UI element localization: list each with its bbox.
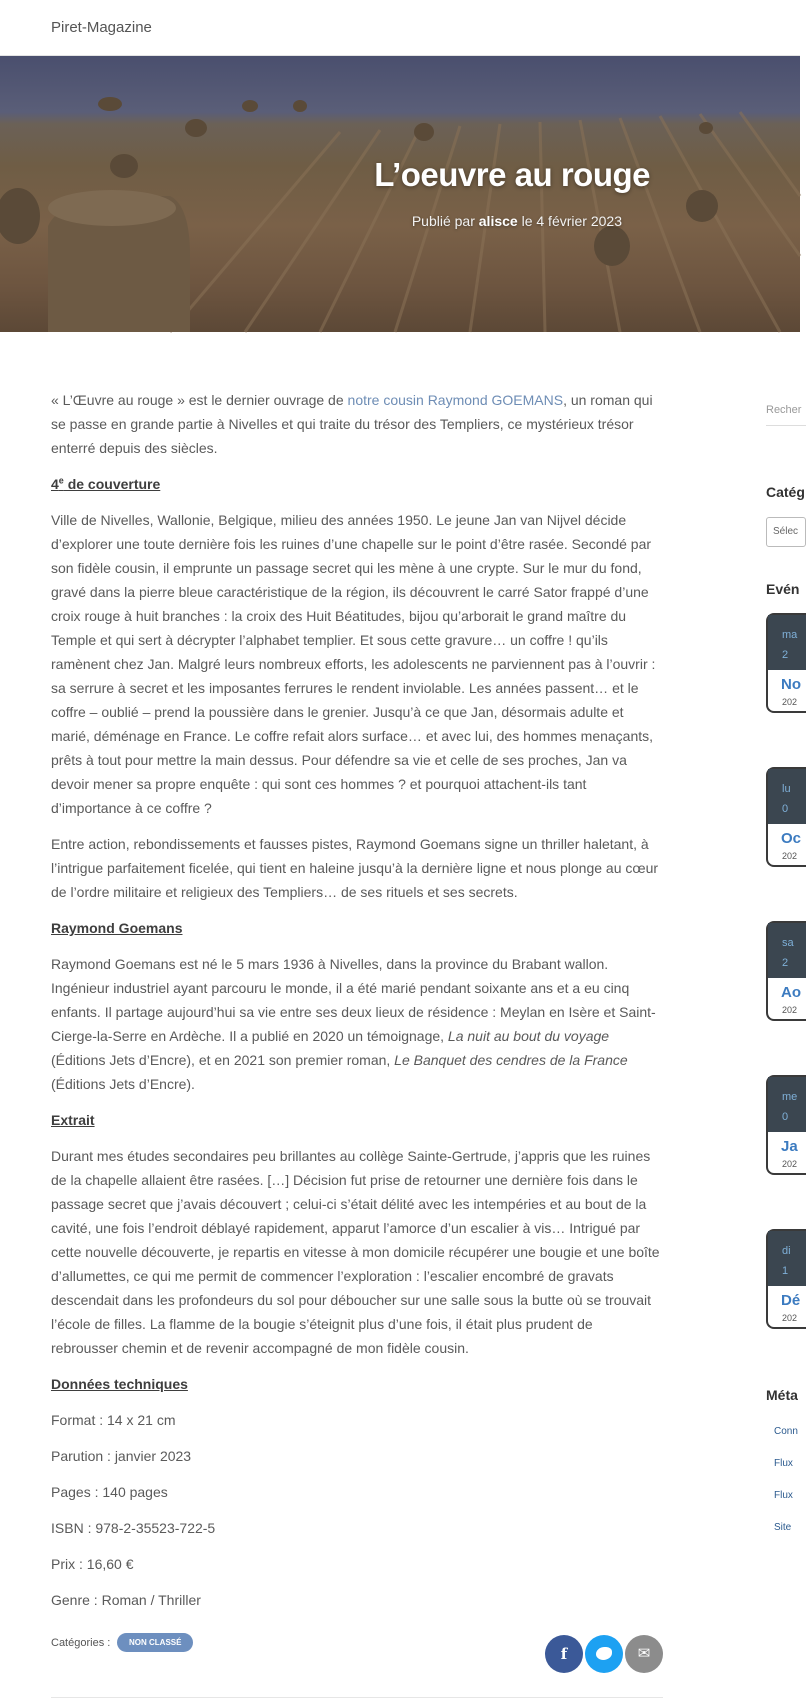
event-card[interactable] xyxy=(766,1075,806,1175)
event-title: Ja xyxy=(781,1138,798,1155)
tech-list xyxy=(51,1408,663,1612)
cover-heading-num: 4 xyxy=(51,476,59,492)
content-divider xyxy=(51,1697,663,1698)
event-title: Dé xyxy=(781,1292,801,1309)
event-year: 202 xyxy=(782,1313,798,1323)
cover-paragraph-2: Entre action, rebondissements et fausses pistes, Raymond Goemans signe un thriller haletant, à l’intrigue parfaitement ficelée, qui tient en haleine jusqu’à la dernière ligne et nous plonge au cœur de l’ordre militaire et religieux des Templiers… de ses rituels et ses secrets. xyxy=(51,836,659,900)
extract-paragraph: Durant mes études secondaires peu brillantes au collège Sainte-Gertrude, j’appris que les ruines de la chapelle allaient être rasées. […] Décision fut prise de retourner une dernière fois dans le passage secret que j’avais découvert ; celui-ci s’était délité avec les intempéries et au bout de la cavité, une fois l’endroit déblayé rapidement, apparut l’amorce d’un escalier à vis… Intrigué par cette nouvelle découverte, je repartis en vitesse à mon domicile récupérer une bougie et une boîte d’allumettes, ce qui me permit de commencer l’exploration : l’escalier encombré de gravats descendait dans les profondeurs du sol pour déboucher sur une salle sous la butte où se trouvait l’école de filles. La flamme de la bougie s’éteignit plus d’une fois, il était plus prudent de rebrousser chemin et de revenir accompagné de mon fidèle cousin. xyxy=(51,1148,660,1356)
event-date xyxy=(768,615,806,670)
category-badge[interactable]: NON CLASSÉ xyxy=(117,1633,193,1652)
email-icon: ✉ xyxy=(637,1645,651,1662)
event-day: lu xyxy=(782,783,791,795)
author-text-1: Raymond Goemans est né le 5 mars 1936 à Nivelles, dans la province du Brabant wallon. Ingénieur industriel ayant parcouru le monde, il a été marié pendant soixante ans et a eu cinq enfants. Il partage aujourd’hui sa vie entre ses deux lieux de résidence : Meylan en Isère et Saint-Cierge-la-Serre en Ardèche. Il a publié en 2020 un témoignage, xyxy=(51,956,656,1044)
meta-widget-heading: Méta xyxy=(766,1387,798,1403)
categories-select[interactable]: Sélec xyxy=(766,517,806,547)
sidebar xyxy=(766,0,806,1706)
event-day-num: 1 xyxy=(782,1265,789,1277)
facebook-share-button[interactable] xyxy=(545,1635,583,1673)
event-day-num: 2 xyxy=(782,649,789,661)
event-title: Ao xyxy=(781,984,801,1001)
facebook-icon: f xyxy=(560,1645,568,1663)
cousin-link[interactable]: notre cousin Raymond GOEMANS xyxy=(347,392,564,408)
event-day: sa xyxy=(782,937,794,949)
post-title: L’oeuvre au rouge xyxy=(374,156,650,193)
twitter-icon xyxy=(596,1647,612,1660)
event-title: Oc xyxy=(781,830,802,847)
post-footer xyxy=(51,1630,663,1680)
section-heading-cover xyxy=(51,472,663,496)
search-underline xyxy=(766,425,806,426)
hero-banner xyxy=(0,56,800,332)
event-day-num: 2 xyxy=(782,957,789,969)
intro-text-after: , un roman qui se passe en grande partie à Nivelles et qui traite du trésor des Templiers, ce mystérieux trésor enterré depuis des siècles. xyxy=(51,392,653,456)
meta-link-site[interactable]: Site xyxy=(774,1522,792,1533)
meta-link-login[interactable]: Conn xyxy=(774,1426,798,1437)
section-heading-extract: Extrait xyxy=(51,1112,95,1128)
event-card[interactable] xyxy=(766,921,806,1021)
event-card[interactable] xyxy=(766,613,806,713)
event-card[interactable] xyxy=(766,1229,806,1329)
article-content xyxy=(51,388,663,1624)
post-date: le 4 février 2023 xyxy=(521,213,622,229)
intro-text-before: « L’Œuvre au rouge » est le dernier ouvrage de xyxy=(51,392,348,408)
book-title-1: La nuit au bout du voyage xyxy=(447,1028,610,1044)
event-date xyxy=(768,923,806,978)
event-card[interactable] xyxy=(766,767,806,867)
meta-link-comments-feed[interactable]: Flux xyxy=(774,1490,793,1501)
cover-heading-rest: de couverture xyxy=(63,476,161,492)
tech-isbn: ISBN : 978-2-35523-722-5 xyxy=(51,1520,216,1536)
meta-prefix: Publié par xyxy=(411,213,475,229)
event-title: No xyxy=(781,676,801,693)
tech-genre: Genre : Roman / Thriller xyxy=(51,1592,201,1608)
event-day-num: 0 xyxy=(782,803,789,815)
event-date xyxy=(768,1231,806,1286)
email-share-button[interactable] xyxy=(625,1635,663,1673)
post-meta xyxy=(412,213,622,229)
top-bar xyxy=(0,0,800,56)
categories-widget-heading: Catég xyxy=(766,484,805,500)
events-widget-heading: Evén xyxy=(766,581,800,597)
cover-heading-sup: e xyxy=(58,475,64,486)
twitter-share-button[interactable] xyxy=(585,1635,623,1673)
event-day: ma xyxy=(782,629,798,641)
meta-link-feed[interactable]: Flux xyxy=(774,1458,793,1469)
tech-format: Format : 14 x 21 cm xyxy=(51,1412,176,1428)
event-year: 202 xyxy=(782,697,798,707)
tech-pages: Pages : 140 pages xyxy=(51,1484,168,1500)
site-title-link[interactable]: Piret-Magazine xyxy=(51,19,152,36)
section-heading-tech: Données techniques xyxy=(51,1376,188,1392)
event-day-num: 0 xyxy=(782,1111,789,1123)
event-day: di xyxy=(782,1245,791,1257)
event-date xyxy=(768,1077,806,1132)
section-heading-author: Raymond Goemans xyxy=(51,920,183,936)
tech-release: Parution : janvier 2023 xyxy=(51,1448,192,1464)
event-year: 202 xyxy=(782,851,798,861)
intro-paragraph xyxy=(51,388,663,460)
search-input[interactable]: Recher xyxy=(766,404,802,416)
author-link[interactable]: alisce xyxy=(478,213,518,229)
event-date xyxy=(768,769,806,824)
author-paragraph xyxy=(51,952,663,1096)
hero-field-image xyxy=(0,56,800,332)
categories-label: Catégories : xyxy=(51,1637,111,1649)
book-title-2: Le Banquet des cendres de la France xyxy=(394,1052,628,1068)
event-year: 202 xyxy=(782,1005,798,1015)
cover-paragraph-1: Ville de Nivelles, Wallonie, Belgique, milieu des années 1950. Le jeune Jan van Nijvel décide d’explorer une toute dernière fois les ruines d’une chapelle sur le point d’être rasée. Secondé par son fidèle cousin, il emprunte un passage secret qui les mène à une crypte. Sur le mur du fond, gravé dans la pierre bleue caractéristique de la région, ils découvrent le carré Sator frappé d’une croix rouge à huit branches : la croix des Huit Béatitudes, bijou qu’arborait le grand maître du Temple et qui sert à décrypter l’alphabet templier. Et sous cette gravure… un coffre ! qu’ils ramènent chez Jan. Malgré leurs nombreux efforts, les adolescents ne parviennent pas à l’ouvrir : sa serrure à secret et les imposantes ferrures le rendent inviolable. Les années passent… et le coffre – oublié – prend la poussière dans le grenier. Jusqu’à ce que Jan, désormais adulte et marié, déménage en France. Le coffre refait alors surface… et avec lui, des hommes menaçants, prêts à tout pour mettre la main dessus. Pour défendre sa vie et celle de ses proches, Jan va devoir mener sa propre enquête : qui sont ces hommes ? et pourquoi attachent-ils tant d’importance à ce coffre ? xyxy=(51,512,656,816)
author-text-3: (Éditions Jets d’Encre). xyxy=(51,1076,195,1092)
event-year: 202 xyxy=(782,1159,798,1169)
tech-price: Prix : 16,60 € xyxy=(51,1556,134,1572)
author-text-2: (Éditions Jets d’Encre), et en 2021 son premier roman, xyxy=(51,1052,395,1068)
event-day: me xyxy=(782,1091,798,1103)
